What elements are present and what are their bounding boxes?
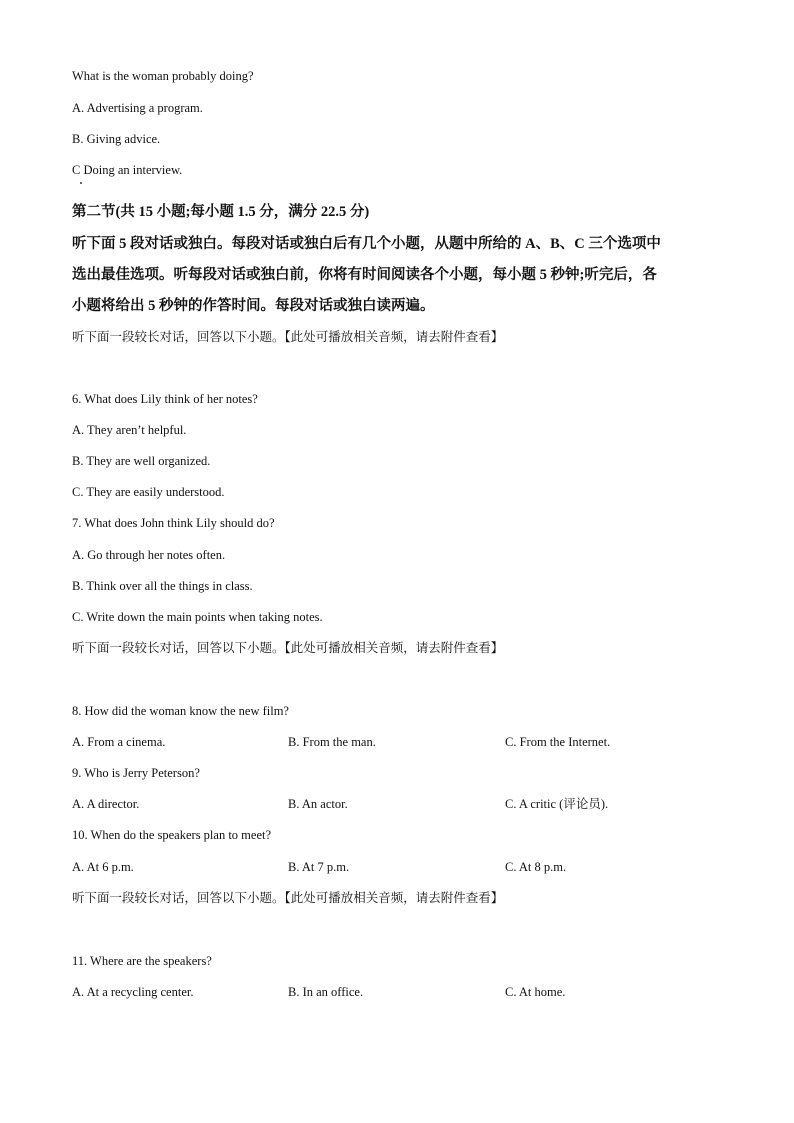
section-heading: 第二节(共 15 小题;每小题 1.5 分，满分 22.5 分) — [72, 204, 370, 220]
q6-question: 6. What does Lily think of her notes? — [72, 392, 258, 406]
q7-option-b: B. Think over all the things in class. — [72, 579, 253, 593]
q9-option-c: C. A critic (评论员). — [505, 797, 609, 811]
audio-note-1: 听下面一段较长对话，回答以下小题。【此处可播放相关音频，请去附件查看】 — [72, 329, 504, 344]
q5-question: What is the woman probably doing? — [72, 69, 254, 83]
audio-note-2: 听下面一段较长对话，回答以下小题。【此处可播放相关音频，请去附件查看】 — [72, 640, 504, 655]
instruction-line-1: 听下面 5 段对话或独白。每段对话或独白后有几个小题，从题中所给的 A、B、C 三个选项中 — [72, 236, 661, 252]
q8-option-b: B. From the man. — [288, 735, 376, 749]
q5-option-a: A. Advertising a program. — [72, 101, 203, 115]
q5-option-c: C Doing an interview. — [72, 163, 183, 177]
q6-option-c: C. They are easily understood. — [72, 485, 225, 499]
q10-option-c: C. At 8 p.m. — [505, 860, 567, 874]
q11-question: 11. Where are the speakers? — [72, 954, 212, 968]
q10-option-a: A. At 6 p.m. — [72, 860, 134, 874]
stray-mark — [80, 182, 82, 184]
q11-option-b: B. In an office. — [288, 985, 364, 999]
q6-option-b: B. They are well organized. — [72, 454, 211, 468]
q7-option-c: C. Write down the main points when taking notes. — [72, 610, 323, 624]
q10-question: 10. When do the speakers plan to meet? — [72, 828, 272, 842]
q8-option-c: C. From the Internet. — [505, 735, 611, 749]
q5-option-b: B. Giving advice. — [72, 132, 161, 146]
q10-option-b: B. At 7 p.m. — [288, 860, 350, 874]
q7-question: 7. What does John think Lily should do? — [72, 516, 275, 530]
q8-option-a: A. From a cinema. — [72, 735, 166, 749]
q8-question: 8. How did the woman know the new film? — [72, 704, 289, 718]
q11-option-a: A. At a recycling center. — [72, 985, 194, 999]
audio-note-3: 听下面一段较长对话，回答以下小题。【此处可播放相关音频，请去附件查看】 — [72, 890, 504, 905]
instruction-line-3: 小题将给出 5 秒钟的作答时间。每段对话或独白读两遍。 — [72, 298, 435, 314]
q6-option-a: A. They aren’t helpful. — [72, 423, 187, 437]
q9-option-b: B. An actor. — [288, 797, 348, 811]
q9-option-a: A. A director. — [72, 797, 140, 811]
q11-option-c: C. At home. — [505, 985, 566, 999]
q7-option-a: A. Go through her notes often. — [72, 548, 226, 562]
q9-question: 9. Who is Jerry Peterson? — [72, 766, 200, 780]
instruction-line-2: 选出最佳选项。听每段对话或独白前，你将有时间阅读各个小题，每小题 5 秒钟;听完后，各 — [72, 267, 657, 283]
